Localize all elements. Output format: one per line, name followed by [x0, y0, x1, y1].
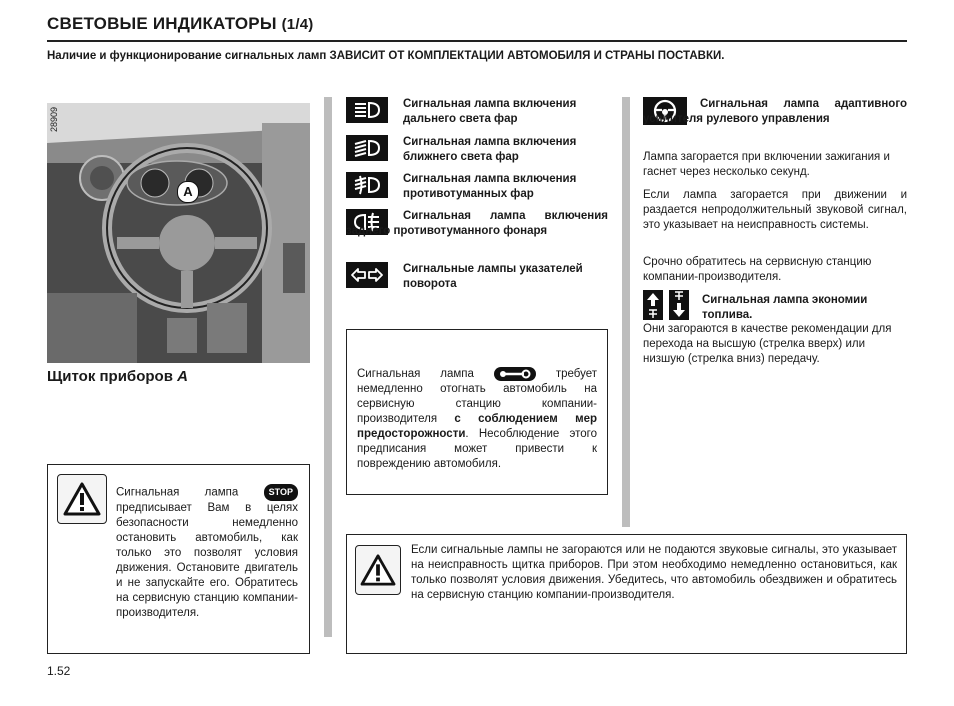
- photo-code: 28909: [49, 107, 59, 133]
- eco-para: Они загораются в качестве рекомендации для перехода на высшую (стрелка вверх) или низшую (стрелка вниз) передачу.: [643, 323, 892, 365]
- steering-para-2: Если лампа загорается при движении и раздается непродолжительный звуковой сигнал, это указывает на неисправность системы.: [643, 189, 907, 231]
- warning-triangle-icon: [355, 545, 401, 595]
- page-title: СВЕТОВЫЕ ИНДИКАТОРЫ (1/4): [47, 14, 314, 33]
- service-warning-box: [346, 329, 608, 495]
- high-beam-icon: [346, 97, 388, 123]
- page-number: 1.52: [47, 664, 71, 678]
- steering-para-3: Срочно обратитесь на сервисную станцию компании-производителя.: [643, 256, 872, 283]
- column-bar-right: [622, 97, 630, 527]
- stop-badge: STOP: [264, 484, 298, 501]
- gear-up-icon: [643, 290, 663, 320]
- page-subtitle: Наличие и функционирование сигнальных ламп ЗАВИСИТ ОТ КОМПЛЕКТАЦИИ АВТОМОБИЛЯ И СТРАНЫ ПОСТАВКИ.: [47, 50, 725, 62]
- title-divider: [47, 40, 907, 42]
- stop-warning-box: [47, 464, 310, 654]
- service-warning-text: Сигнальная лампа требует немедленно отогнать автомобиль на сервисную станцию компании-производителя с соблюдением мер предосторожности. Несоблюдение этого предписания может привести к повреждению автомобиля.: [357, 368, 597, 471]
- instrument-panel-warning-box: [346, 534, 907, 654]
- photo-caption: Щиток приборов A: [47, 368, 188, 385]
- instrument-panel-warning-text: Если сигнальные лампы не загораются или не подаются звуковые сигналы, это указывает на неисправность щитка приборов. При этом необходимо немедленно остановиться, как только позволят условия движения. Убедитесь, что автомобиль обездвижен и обратитесь на сервисную станцию компании-производителя.: [411, 544, 897, 601]
- gear-down-icon: [669, 290, 689, 320]
- page-indicator: (1/4): [281, 16, 314, 33]
- low-beam-icon: [346, 135, 388, 161]
- steering-para-1: Лампа загорается при включении зажигания и гаснет через несколько секунд.: [643, 151, 890, 178]
- wrench-icon: [494, 367, 536, 381]
- dashboard-photo: [47, 103, 310, 363]
- marker-a: A: [177, 181, 199, 203]
- front-fog-icon: [346, 172, 388, 198]
- column-bar-left: [324, 97, 332, 637]
- stop-warning-text: Сигнальная лампа STOP предписывает Вам в целях безопасности немедленно остановить автомобиль, как только это позволят условия движения. Остановите двигатель и не запускайте его. Обратитесь на сервисную станцию компании-производителя.: [58, 484, 298, 621]
- turn-signal-icon: [346, 262, 388, 288]
